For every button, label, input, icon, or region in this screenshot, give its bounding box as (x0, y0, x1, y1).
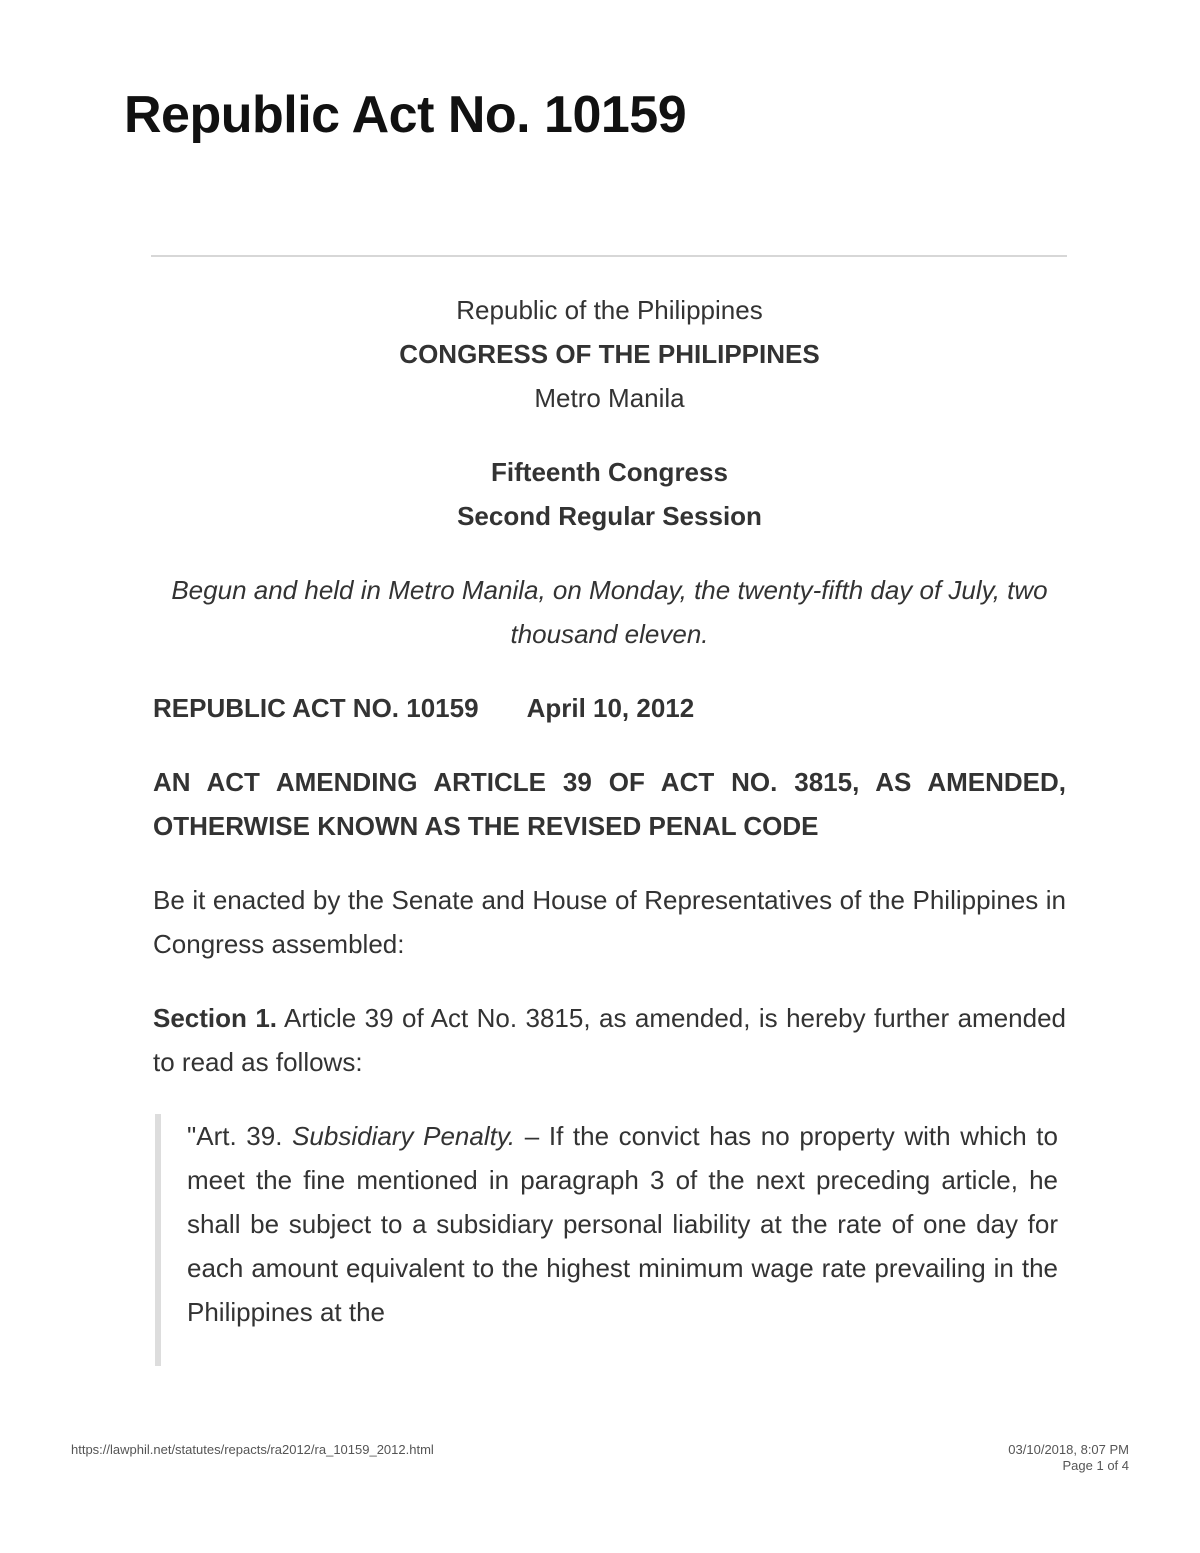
act-number-line (153, 686, 1066, 730)
footer-url: https://lawphil.net/statutes/repacts/ra2012/ra_10159_2012.html (71, 1442, 434, 1457)
section-1-text: Article 39 of Act No. 3815, as amended, is hereby further amended to read as follows: (153, 1003, 1066, 1077)
header-divider (151, 255, 1067, 257)
country-line: Republic of the Philippines (456, 295, 763, 325)
act-long-title: AN ACT AMENDING ARTICLE 39 OF ACT NO. 3815, AS AMENDED, OTHERWISE KNOWN AS THE REVISED PENAL CODE (153, 767, 1066, 841)
begun-line: Begun and held in Metro Manila, on Monday, the twenty-fifth day of July, two thousand eleven. (171, 575, 1048, 649)
section-1-label: Section 1. (153, 1003, 278, 1033)
quoted-article (155, 1114, 1066, 1366)
footer-meta (1008, 1442, 1129, 1474)
session-line: Second Regular Session (457, 501, 762, 531)
enacting-clause: Be it enacted by the Senate and House of Representatives of the Philippines in Congress assembled: (153, 885, 1066, 959)
quote-heading: Subsidiary Penalty. (292, 1121, 516, 1151)
legislature-line: CONGRESS OF THE PHILIPPINES (399, 339, 820, 369)
quote-text: – If the convict has no property with which to meet the fine mentioned in paragraph 3 of the next preceding article, he shall be subject to a subsidiary personal liability at the rate of one day for each amount equivalent to the highest minimum wage rate prevailing in the Philippines at the (187, 1121, 1058, 1327)
act-number: REPUBLIC ACT NO. 10159 (153, 693, 479, 723)
document-body (153, 288, 1066, 1366)
congress-line: Fifteenth Congress (491, 457, 728, 487)
location-line: Metro Manila (534, 383, 685, 413)
quote-prefix: "Art. 39. (187, 1121, 293, 1151)
footer-page-number: Page 1 of 4 (1062, 1458, 1129, 1473)
section-1 (153, 996, 1066, 1084)
page-title: Republic Act No. 10159 (124, 86, 687, 144)
act-date: April 10, 2012 (526, 693, 695, 723)
footer-timestamp: 03/10/2018, 8:07 PM (1008, 1442, 1129, 1457)
